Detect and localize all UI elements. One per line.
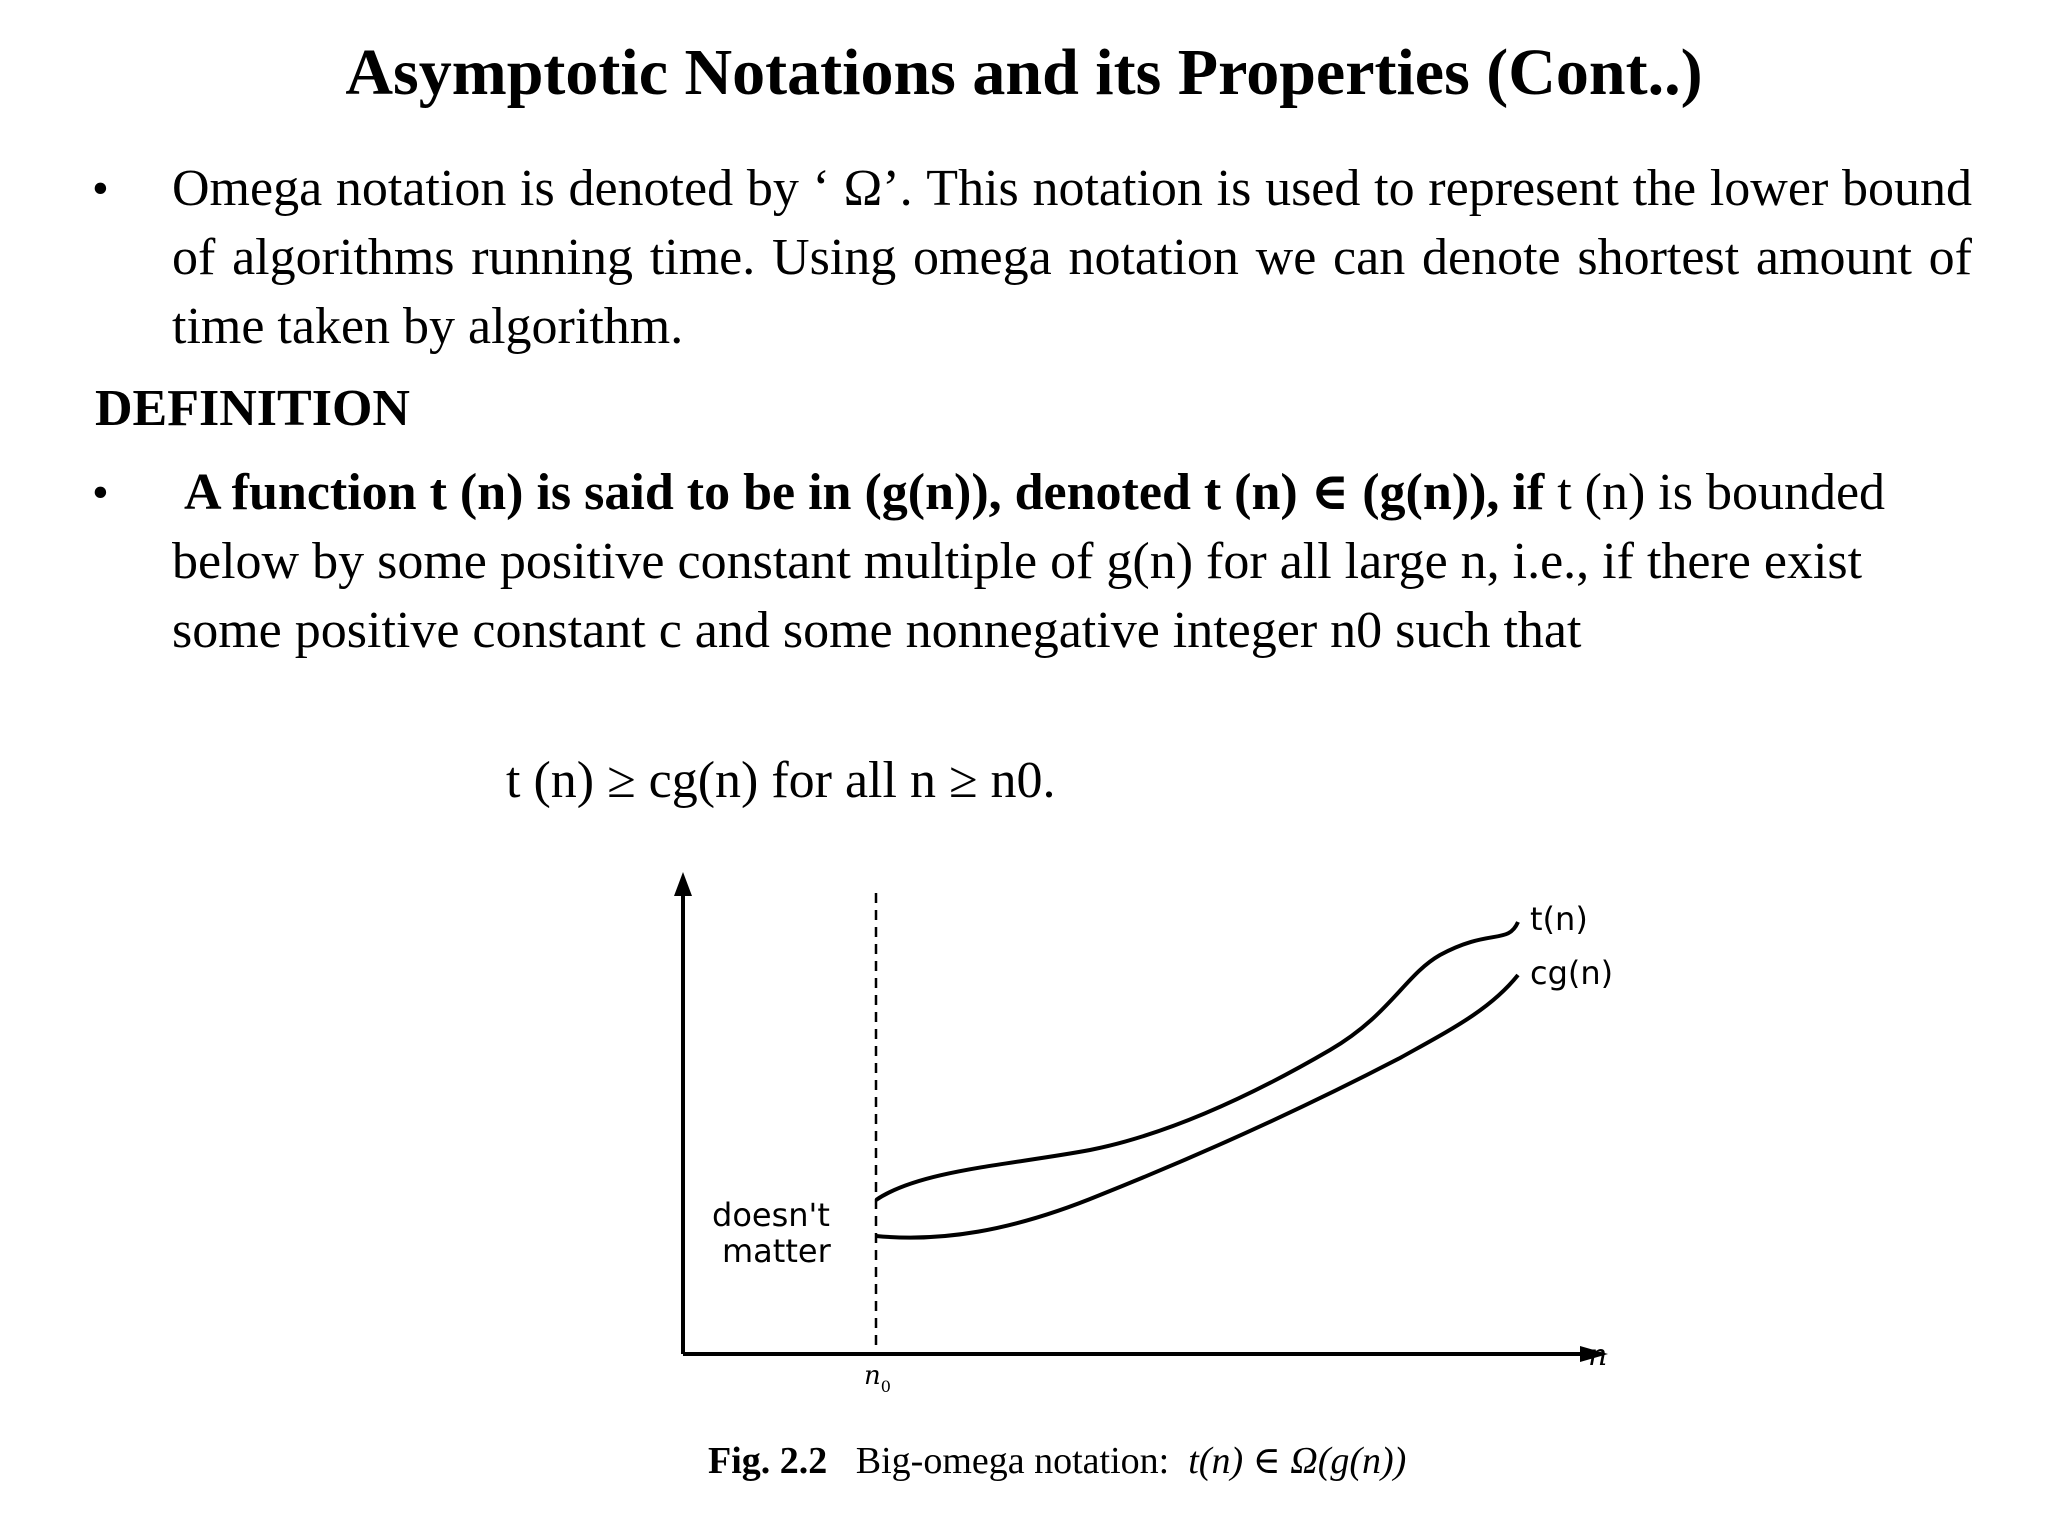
y-axis-arrow-icon: [674, 872, 692, 896]
cg-curve-label: cg(n): [1530, 954, 1614, 992]
caption-text: Big-omega notation:: [855, 1440, 1170, 1482]
n0-label-subscript: 0: [880, 1377, 891, 1396]
caption-figure-number: Fig. 2.2: [708, 1440, 828, 1482]
definition-lead: A function t (n) is said to be in (g(n)), denoted t (n) ∈ (g(n)), if: [184, 464, 1545, 521]
slide-title: Asymptotic Notations and its Properties (Cont..): [345, 36, 1703, 109]
region-label-line1: doesn't: [712, 1196, 830, 1234]
bullet-point: •: [92, 162, 109, 215]
t-curve-label: t(n): [1530, 900, 1588, 938]
x-axis-label: n: [1588, 1338, 1608, 1373]
bullet-point: •: [92, 466, 109, 519]
definition-rest: t (n) is bounded below by some positive constant multiple of g(n) for all large n, i.e., if there exist some positive constant c and some nonnegative integer n0 such that: [172, 464, 1886, 659]
region-label-line2: matter: [722, 1232, 831, 1270]
definition-heading: DEFINITION: [95, 380, 410, 437]
cg-curve: [876, 975, 1518, 1238]
omega-description-text: Omega notation is denoted by ‘ Ω’. This notation is used to represent the lower bound of algorithms running time. Using omega notation we can denote shortest amount of time taken by algorithm.: [172, 160, 1972, 355]
t-curve: [876, 922, 1518, 1200]
n0-label: [864, 1361, 891, 1396]
caption-math: t(n) ∈ Ω(g(n)): [1188, 1440, 1407, 1482]
figure-caption: [708, 1436, 1406, 1486]
n0-label-main: n: [864, 1361, 881, 1391]
omega-inequality: t (n) ≥ cg(n) for all n ≥ n0.: [506, 752, 1056, 809]
